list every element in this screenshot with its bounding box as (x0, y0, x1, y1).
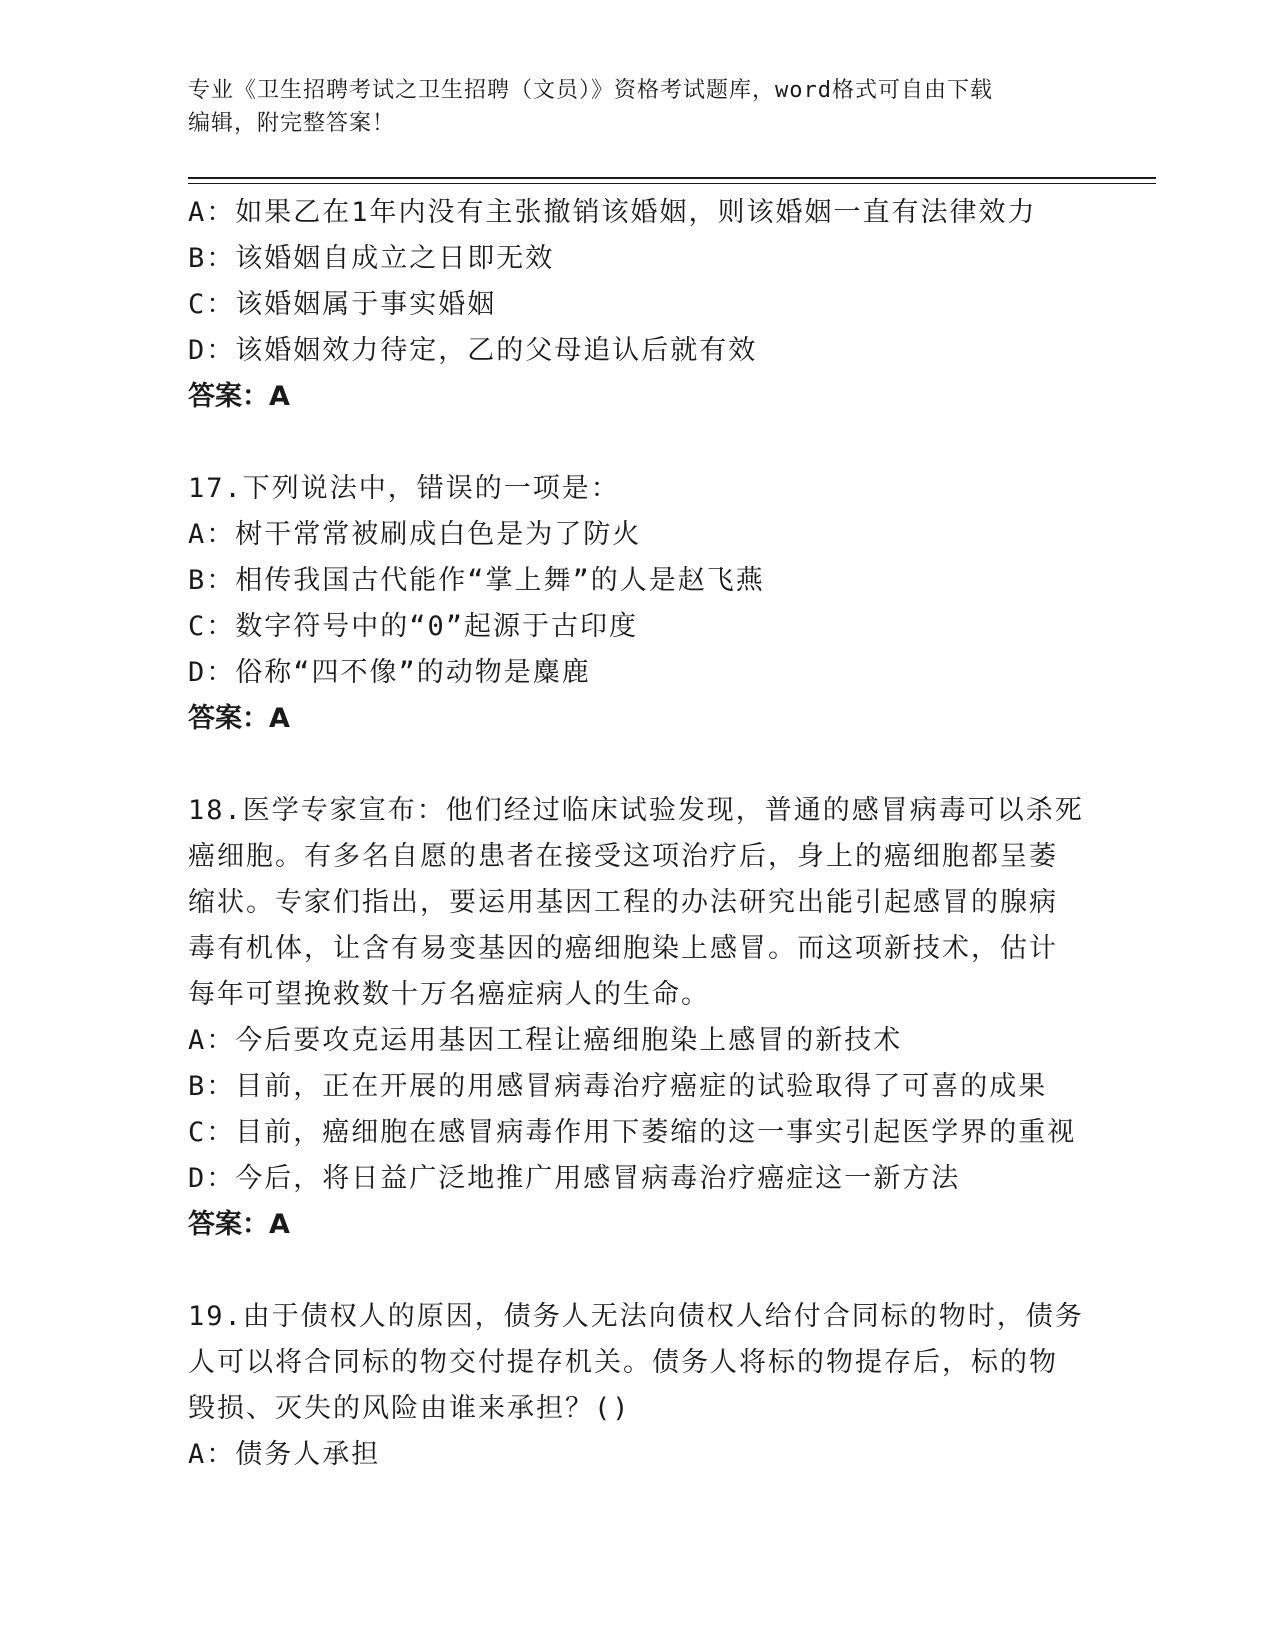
question-18 (188, 788, 1156, 1248)
option-b: B：该婚姻自成立之日即无效 (188, 243, 555, 274)
question-17 (188, 466, 1156, 742)
document-header (188, 74, 1088, 140)
option-b: B：目前，正在开展的用感冒病毒治疗癌症的试验取得了可喜的成果 (188, 1071, 1048, 1102)
header-rule-thick (188, 177, 1156, 179)
answer-label: 答案：A (188, 703, 290, 734)
question-stem-line: 人可以将合同标的物交付提存机关。债务人将标的物提存后，标的物 (188, 1347, 1058, 1378)
spacer (188, 420, 1156, 466)
option-c: C：数字符号中的“0”起源于古印度 (188, 611, 639, 642)
question-stem-line: 毁损、灭失的风险由谁来承担？() (188, 1393, 631, 1424)
spacer (188, 1248, 1156, 1294)
header-line-2: 编辑，附完整答案！ (188, 111, 396, 136)
option-b: B：相传我国古代能作“掌上舞”的人是赵飞燕 (188, 565, 765, 596)
question-stem-line: 19.由于债权人的原因，债务人无法向债权人给付合同标的物时，债务 (188, 1301, 1084, 1332)
answer-label: 答案：A (188, 1209, 290, 1240)
option-d: D：俗称“四不像”的动物是麋鹿 (188, 657, 591, 688)
spacer (188, 742, 1156, 788)
question-stem-line: 癌细胞。有多名自愿的患者在接受这项治疗后，身上的癌细胞都呈萎 (188, 841, 1058, 872)
question-16 (188, 190, 1156, 420)
header-rule-thin (188, 183, 1156, 184)
question-stem-line: 每年可望挽救数十万名癌症病人的生命。 (188, 979, 710, 1010)
option-a: A：如果乙在1年内没有主张撤销该婚姻，则该婚姻一直有法律效力 (188, 197, 1037, 228)
question-stem-line: 毒有机体，让含有易变基因的癌细胞染上感冒。而这项新技术，估计 (188, 933, 1058, 964)
option-d: D：今后，将日益广泛地推广用感冒病毒治疗癌症这一新方法 (188, 1163, 961, 1194)
header-line-1: 专业《卫生招聘考试之卫生招聘（文员）》资格考试题库，word格式可自由下载 (188, 78, 993, 103)
option-a: A：债务人承担 (188, 1439, 381, 1470)
option-a: A：树干常常被刷成白色是为了防火 (188, 519, 642, 550)
option-c: C：该婚姻属于事实婚姻 (188, 289, 497, 320)
option-d: D：该婚姻效力待定，乙的父母追认后就有效 (188, 335, 758, 366)
answer-label: 答案：A (188, 381, 290, 412)
option-a: A：今后要攻克运用基因工程让癌细胞染上感冒的新技术 (188, 1025, 903, 1056)
question-19 (188, 1294, 1156, 1478)
question-list (188, 190, 1156, 1478)
option-c: C：目前，癌细胞在感冒病毒作用下萎缩的这一事实引起医学界的重视 (188, 1117, 1077, 1148)
question-stem: 17.下列说法中，错误的一项是： (188, 473, 620, 504)
question-stem-line: 缩状。专家们指出，要运用基因工程的办法研究出能引起感冒的腺病 (188, 887, 1058, 918)
question-stem-line: 18.医学专家宣布：他们经过临床试验发现，普通的感冒病毒可以杀死 (188, 795, 1084, 826)
